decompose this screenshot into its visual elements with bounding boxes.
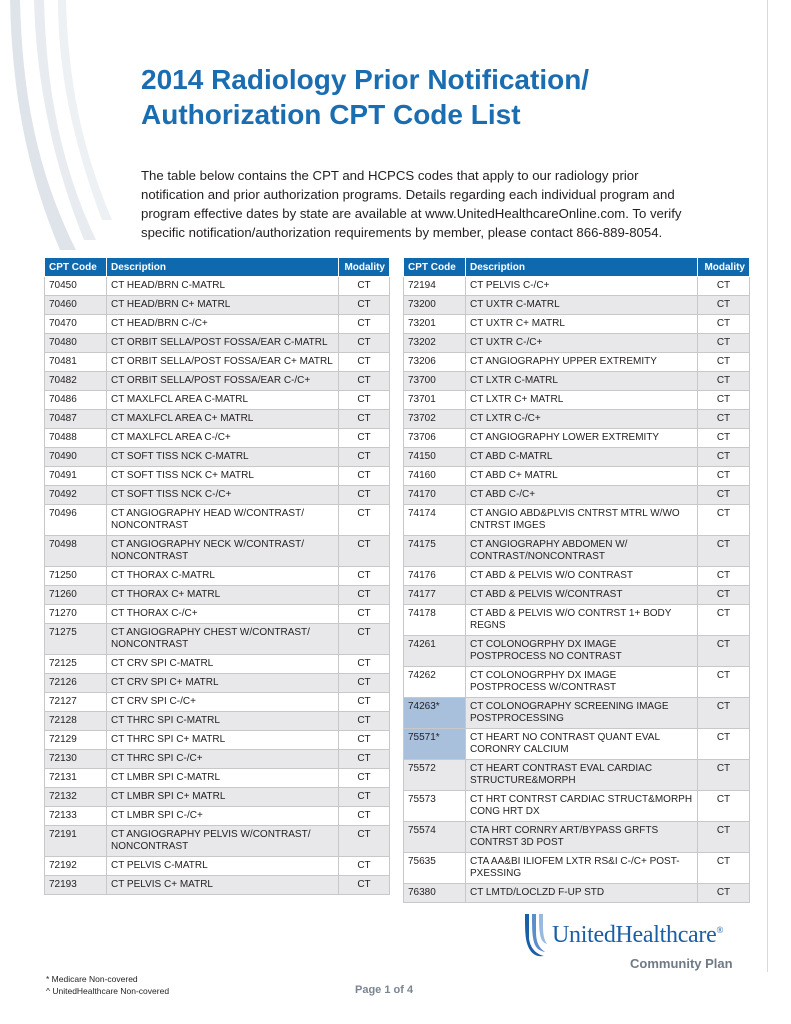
table-row xyxy=(45,372,390,391)
description-cell: CT ORBIT SELLA/POST FOSSA/EAR C-/C+ xyxy=(107,372,339,391)
table-row xyxy=(404,853,750,884)
table-header-row xyxy=(404,258,750,277)
modality-cell: CT xyxy=(339,712,390,731)
table-row xyxy=(404,448,750,467)
description-cell: CT THRC SPI C-/C+ xyxy=(107,750,339,769)
description-cell: CT ABD C-MATRL xyxy=(466,448,698,467)
cpt-code-cell: 70481 xyxy=(45,353,107,372)
table-row xyxy=(404,667,750,698)
table-row xyxy=(404,884,750,903)
footnotes xyxy=(46,973,169,997)
header-modality: Modality xyxy=(698,258,750,277)
modality-cell: CT xyxy=(698,567,750,586)
modality-cell: CT xyxy=(339,505,390,536)
modality-cell: CT xyxy=(698,334,750,353)
cpt-code-cell: 73202 xyxy=(404,334,466,353)
table-row xyxy=(45,567,390,586)
modality-cell: CT xyxy=(339,410,390,429)
description-cell: CT ABD & PELVIS W/O CONTRST 1+ BODY REGNS xyxy=(466,605,698,636)
table-row xyxy=(45,750,390,769)
description-cell: CT ABD C+ MATRL xyxy=(466,467,698,486)
description-cell: CT ANGIOGRAPHY CHEST W/CONTRAST/ NONCONTRAST xyxy=(107,624,339,655)
modality-cell: CT xyxy=(698,853,750,884)
page-border xyxy=(767,0,768,972)
modality-cell: CT xyxy=(698,353,750,372)
modality-cell: CT xyxy=(698,277,750,296)
description-cell: CT ANGIO ABD&PLVIS CNTRST MTRL W/WO CNTRST IMGES xyxy=(466,505,698,536)
cpt-code-cell: 73706 xyxy=(404,429,466,448)
modality-cell: CT xyxy=(339,277,390,296)
modality-cell: CT xyxy=(339,769,390,788)
description-cell: CT ABD C-/C+ xyxy=(466,486,698,505)
modality-cell: CT xyxy=(339,731,390,750)
cpt-table-right xyxy=(403,257,750,903)
cpt-code-cell: 72191 xyxy=(45,826,107,857)
table-row xyxy=(45,410,390,429)
table-row xyxy=(404,822,750,853)
footnote-medicare: * Medicare Non-covered xyxy=(46,974,138,984)
table-row xyxy=(45,353,390,372)
page-number: Page 1 of 4 xyxy=(355,984,414,996)
modality-cell: CT xyxy=(698,448,750,467)
title-line-2: Authorization CPT Code List xyxy=(141,99,521,130)
description-cell: CT PELVIS C+ MATRL xyxy=(107,876,339,895)
cpt-code-cell: 70487 xyxy=(45,410,107,429)
modality-cell: CT xyxy=(339,807,390,826)
modality-cell: CT xyxy=(698,429,750,448)
unitedhealthcare-logo xyxy=(522,912,752,977)
decorative-swoosh xyxy=(0,0,130,260)
cpt-code-cell: 70480 xyxy=(45,334,107,353)
description-cell: CT THRC SPI C-MATRL xyxy=(107,712,339,731)
table-row xyxy=(45,712,390,731)
modality-cell: CT xyxy=(698,729,750,760)
modality-cell: CT xyxy=(698,586,750,605)
description-cell: CT ABD & PELVIS W/O CONTRAST xyxy=(466,567,698,586)
table-row xyxy=(45,448,390,467)
description-cell: CT LXTR C-/C+ xyxy=(466,410,698,429)
cpt-code-cell: 74178 xyxy=(404,605,466,636)
cpt-code-cell: 72130 xyxy=(45,750,107,769)
modality-cell: CT xyxy=(339,674,390,693)
description-cell: CT SOFT TISS NCK C-/C+ xyxy=(107,486,339,505)
description-cell: CT COLONOGRAPHY SCREENING IMAGE POSTPROCESSING xyxy=(466,698,698,729)
description-cell: CT ANGIOGRAPHY ABDOMEN W/ CONTRAST/NONCONTRAST xyxy=(466,536,698,567)
table-row xyxy=(404,567,750,586)
description-cell: CT THORAX C-/C+ xyxy=(107,605,339,624)
modality-cell: CT xyxy=(698,296,750,315)
cpt-code-cell: 74175 xyxy=(404,536,466,567)
logo-wordmark xyxy=(552,922,723,949)
cpt-code-cell: 72126 xyxy=(45,674,107,693)
cpt-code-cell: 73200 xyxy=(404,296,466,315)
table-row xyxy=(45,536,390,567)
table-row xyxy=(404,296,750,315)
modality-cell: CT xyxy=(698,822,750,853)
modality-cell: CT xyxy=(698,372,750,391)
description-cell: CTA HRT CORNRY ART/BYPASS GRFTS CONTRST 3D POST xyxy=(466,822,698,853)
modality-cell: CT xyxy=(698,884,750,903)
modality-cell: CT xyxy=(698,791,750,822)
table-row xyxy=(45,334,390,353)
cpt-code-cell: 72133 xyxy=(45,807,107,826)
table-row xyxy=(404,391,750,410)
description-cell: CT ORBIT SELLA/POST FOSSA/EAR C-MATRL xyxy=(107,334,339,353)
cpt-code-cell: 73201 xyxy=(404,315,466,334)
registered-mark: ® xyxy=(716,925,723,935)
table-row xyxy=(404,605,750,636)
description-cell: CT LMTD/LOCLZD F-UP STD xyxy=(466,884,698,903)
modality-cell: CT xyxy=(339,467,390,486)
cpt-code-cell: 71250 xyxy=(45,567,107,586)
intro-paragraph: The table below contains the CPT and HCPCS codes that apply to our radiology prior notification and prior authorization programs. Details regarding each individual program and program effective dates by state are available at www.UnitedHealthcareOnline.com. To verify specific notification/authorization requirements by member, please contact 866-889-8054. xyxy=(141,168,682,240)
modality-cell: CT xyxy=(698,536,750,567)
cpt-code-cell: 74150 xyxy=(404,448,466,467)
description-cell: CT LMBR SPI C-/C+ xyxy=(107,807,339,826)
description-cell: CT ANGIOGRAPHY HEAD W/CONTRAST/ NONCONTRAST xyxy=(107,505,339,536)
description-cell: CT HEART CONTRAST EVAL CARDIAC STRUCTURE&MORPH xyxy=(466,760,698,791)
cpt-code-cell: 73700 xyxy=(404,372,466,391)
cpt-code-cell: 70490 xyxy=(45,448,107,467)
table-row xyxy=(404,536,750,567)
cpt-code-cell: 70470 xyxy=(45,315,107,334)
description-cell: CT UXTR C-MATRL xyxy=(466,296,698,315)
cpt-code-cell: 72125 xyxy=(45,655,107,674)
cpt-code-cell: 72131 xyxy=(45,769,107,788)
table-row xyxy=(404,410,750,429)
description-cell: CT CRV SPI C+ MATRL xyxy=(107,674,339,693)
modality-cell: CT xyxy=(698,486,750,505)
modality-cell: CT xyxy=(339,655,390,674)
description-cell: CT HEAD/BRN C+ MATRL xyxy=(107,296,339,315)
cpt-code-cell: 70491 xyxy=(45,467,107,486)
description-cell: CT HEART NO CONTRAST QUANT EVAL CORONRY CALCIUM xyxy=(466,729,698,760)
description-cell: CT SOFT TISS NCK C+ MATRL xyxy=(107,467,339,486)
table-row xyxy=(404,467,750,486)
table-row xyxy=(45,788,390,807)
modality-cell: CT xyxy=(339,429,390,448)
description-cell: CT LMBR SPI C+ MATRL xyxy=(107,788,339,807)
table-row xyxy=(404,505,750,536)
table-row xyxy=(45,429,390,448)
table-row xyxy=(404,791,750,822)
table-row xyxy=(45,826,390,857)
description-cell: CT ANGIOGRAPHY UPPER EXTREMITY xyxy=(466,353,698,372)
cpt-code-cell: 75571* xyxy=(404,729,466,760)
cpt-code-cell: 72127 xyxy=(45,693,107,712)
description-cell: CT ANGIOGRAPHY PELVIS W/CONTRAST/ NONCONTRAST xyxy=(107,826,339,857)
header-cpt-code: CPT Code xyxy=(45,258,107,277)
cpt-code-cell: 70488 xyxy=(45,429,107,448)
description-cell: CT MAXLFCL AREA C-MATRL xyxy=(107,391,339,410)
table-row xyxy=(45,876,390,895)
table-row xyxy=(404,334,750,353)
table-body-left xyxy=(45,277,390,895)
description-cell: CT HEAD/BRN C-MATRL xyxy=(107,277,339,296)
modality-cell: CT xyxy=(339,372,390,391)
modality-cell: CT xyxy=(339,826,390,857)
modality-cell: CT xyxy=(339,391,390,410)
cpt-code-cell: 73702 xyxy=(404,410,466,429)
table-row xyxy=(45,315,390,334)
description-cell: CT SOFT TISS NCK C-MATRL xyxy=(107,448,339,467)
cpt-code-cell: 70498 xyxy=(45,536,107,567)
modality-cell: CT xyxy=(698,505,750,536)
modality-cell: CT xyxy=(698,605,750,636)
description-cell: CT MAXLFCL AREA C-/C+ xyxy=(107,429,339,448)
description-cell: CT PELVIS C-MATRL xyxy=(107,857,339,876)
table-row xyxy=(404,353,750,372)
modality-cell: CT xyxy=(339,605,390,624)
modality-cell: CT xyxy=(339,296,390,315)
cpt-code-cell: 76380 xyxy=(404,884,466,903)
cpt-code-cell: 70460 xyxy=(45,296,107,315)
header-description: Description xyxy=(466,258,698,277)
cpt-code-cell: 74263* xyxy=(404,698,466,729)
cpt-code-cell: 71275 xyxy=(45,624,107,655)
modality-cell: CT xyxy=(339,315,390,334)
table-row xyxy=(45,486,390,505)
logo-mark-icon xyxy=(522,912,548,958)
modality-cell: CT xyxy=(339,353,390,372)
logo-plan-name: Community Plan xyxy=(630,956,733,971)
modality-cell: CT xyxy=(698,467,750,486)
cpt-code-cell: 72193 xyxy=(45,876,107,895)
table-row xyxy=(45,769,390,788)
modality-cell: CT xyxy=(339,567,390,586)
table-row xyxy=(404,429,750,448)
description-cell: CT ABD & PELVIS W/CONTRAST xyxy=(466,586,698,605)
modality-cell: CT xyxy=(698,636,750,667)
description-cell: CT THORAX C-MATRL xyxy=(107,567,339,586)
table-row xyxy=(45,674,390,693)
cpt-code-cell: 70492 xyxy=(45,486,107,505)
cpt-code-cell: 72129 xyxy=(45,731,107,750)
cpt-code-cell: 74170 xyxy=(404,486,466,505)
cpt-code-cell: 75572 xyxy=(404,760,466,791)
table-row xyxy=(404,486,750,505)
cpt-code-cell: 75635 xyxy=(404,853,466,884)
modality-cell: CT xyxy=(698,760,750,791)
description-cell: CTA AA&BI ILIOFEM LXTR RS&I C-/C+ POST-PXESSING xyxy=(466,853,698,884)
cpt-code-cell: 70450 xyxy=(45,277,107,296)
table-row xyxy=(404,277,750,296)
table-row xyxy=(45,277,390,296)
cpt-code-cell: 72194 xyxy=(404,277,466,296)
table-row xyxy=(45,731,390,750)
description-cell: CT HEAD/BRN C-/C+ xyxy=(107,315,339,334)
modality-cell: CT xyxy=(339,536,390,567)
table-row xyxy=(404,729,750,760)
cpt-code-cell: 70482 xyxy=(45,372,107,391)
description-cell: CT MAXLFCL AREA C+ MATRL xyxy=(107,410,339,429)
cpt-code-cell: 75573 xyxy=(404,791,466,822)
table-row xyxy=(45,655,390,674)
modality-cell: CT xyxy=(698,410,750,429)
description-cell: CT ANGIOGRAPHY NECK W/CONTRAST/ NONCONTRAST xyxy=(107,536,339,567)
description-cell: CT UXTR C+ MATRL xyxy=(466,315,698,334)
modality-cell: CT xyxy=(339,788,390,807)
table-row xyxy=(45,467,390,486)
cpt-code-cell: 72128 xyxy=(45,712,107,731)
modality-cell: CT xyxy=(339,334,390,353)
description-cell: CT THORAX C+ MATRL xyxy=(107,586,339,605)
table-row xyxy=(45,624,390,655)
modality-cell: CT xyxy=(339,624,390,655)
cpt-code-cell: 73206 xyxy=(404,353,466,372)
description-cell: CT UXTR C-/C+ xyxy=(466,334,698,353)
cpt-code-cell: 72192 xyxy=(45,857,107,876)
cpt-code-cell: 74176 xyxy=(404,567,466,586)
footnote-uhc: ^ UnitedHealthcare Non-covered xyxy=(46,986,170,996)
table-row xyxy=(404,315,750,334)
cpt-code-cell: 70496 xyxy=(45,505,107,536)
description-cell: CT LXTR C+ MATRL xyxy=(466,391,698,410)
description-cell: CT CRV SPI C-/C+ xyxy=(107,693,339,712)
description-cell: CT COLONOGRPHY DX IMAGE POSTPROCESS NO CONTRAST xyxy=(466,636,698,667)
description-cell: CT HRT CONTRST CARDIAC STRUCT&MORPH CONG HRT DX xyxy=(466,791,698,822)
cpt-code-cell: 73701 xyxy=(404,391,466,410)
modality-cell: CT xyxy=(698,391,750,410)
table-row xyxy=(45,807,390,826)
cpt-code-cell: 74261 xyxy=(404,636,466,667)
description-cell: CT CRV SPI C-MATRL xyxy=(107,655,339,674)
description-cell: CT ORBIT SELLA/POST FOSSA/EAR C+ MATRL xyxy=(107,353,339,372)
table-row xyxy=(45,586,390,605)
modality-cell: CT xyxy=(339,750,390,769)
modality-cell: CT xyxy=(339,857,390,876)
modality-cell: CT xyxy=(698,315,750,334)
description-cell: CT ANGIOGRAPHY LOWER EXTREMITY xyxy=(466,429,698,448)
table-row xyxy=(404,636,750,667)
table-row xyxy=(45,296,390,315)
table-row xyxy=(404,372,750,391)
cpt-code-cell: 75574 xyxy=(404,822,466,853)
description-cell: CT PELVIS C-/C+ xyxy=(466,277,698,296)
description-cell: CT LXTR C-MATRL xyxy=(466,372,698,391)
cpt-code-cell: 71260 xyxy=(45,586,107,605)
table-body-right xyxy=(404,277,750,903)
modality-cell: CT xyxy=(698,698,750,729)
modality-cell: CT xyxy=(698,667,750,698)
page-title xyxy=(141,62,589,132)
description-cell: CT THRC SPI C+ MATRL xyxy=(107,731,339,750)
description-cell: CT LMBR SPI C-MATRL xyxy=(107,769,339,788)
logo-name-text: UnitedHealthcare xyxy=(552,922,717,948)
cpt-code-cell: 70486 xyxy=(45,391,107,410)
modality-cell: CT xyxy=(339,876,390,895)
table-row xyxy=(404,586,750,605)
header-description: Description xyxy=(107,258,339,277)
cpt-table-left xyxy=(44,257,390,895)
table-row xyxy=(404,698,750,729)
title-line-1: 2014 Radiology Prior Notification/ xyxy=(141,64,590,95)
cpt-code-cell: 74177 xyxy=(404,586,466,605)
table-header-row xyxy=(45,258,390,277)
table-row xyxy=(404,760,750,791)
table-row xyxy=(45,605,390,624)
header-modality: Modality xyxy=(339,258,390,277)
modality-cell: CT xyxy=(339,448,390,467)
description-cell: CT COLONOGRPHY DX IMAGE POSTPROCESS W/CONTRAST xyxy=(466,667,698,698)
modality-cell: CT xyxy=(339,586,390,605)
cpt-code-cell: 74160 xyxy=(404,467,466,486)
table-row xyxy=(45,693,390,712)
cpt-code-cell: 72132 xyxy=(45,788,107,807)
table-row xyxy=(45,391,390,410)
table-row xyxy=(45,857,390,876)
header-cpt-code: CPT Code xyxy=(404,258,466,277)
table-row xyxy=(45,505,390,536)
modality-cell: CT xyxy=(339,693,390,712)
cpt-code-cell: 74174 xyxy=(404,505,466,536)
cpt-code-cell: 74262 xyxy=(404,667,466,698)
modality-cell: CT xyxy=(339,486,390,505)
cpt-code-cell: 71270 xyxy=(45,605,107,624)
